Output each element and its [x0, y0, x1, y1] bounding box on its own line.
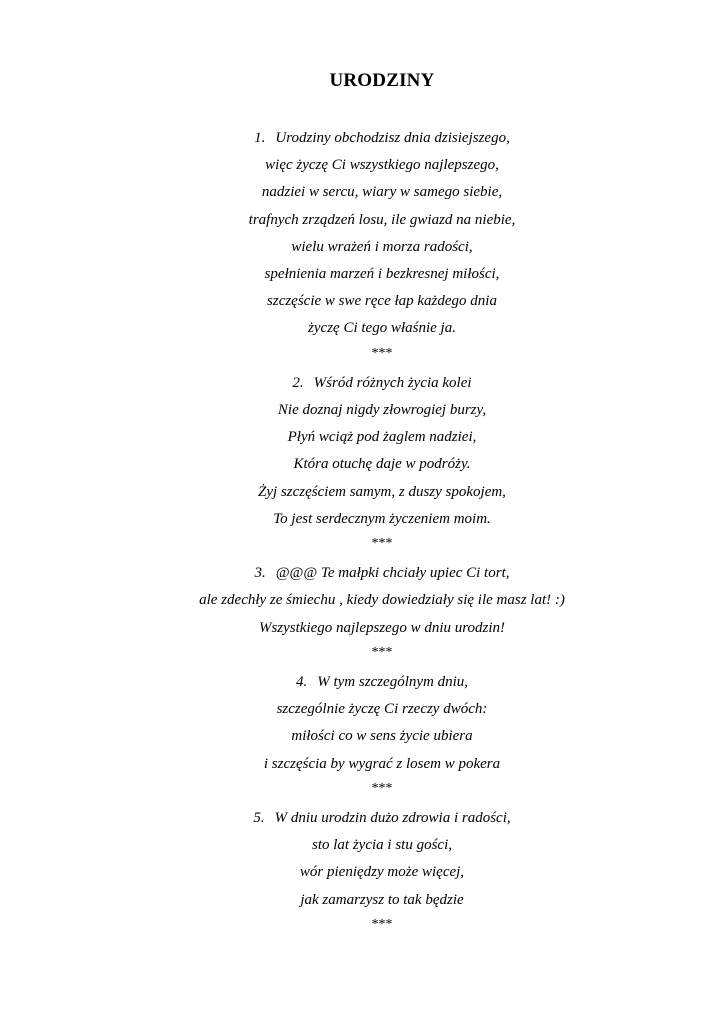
poem-line	[0, 618, 724, 638]
poem-line	[0, 400, 724, 420]
poem-line-text: więc życzę Ci wszystkiego najlepszego,	[265, 157, 499, 174]
poem-line-text: W dniu urodzin dużo zdrowia i radości,	[274, 810, 511, 826]
poem-first-line	[0, 563, 724, 583]
poem-line-text: wielu wrażeń i morza radości,	[291, 238, 473, 255]
poem-line-text: życzę Ci tego właśnie ja.	[308, 320, 456, 337]
poem-line-text: W tym szczególnym dniu,	[317, 674, 469, 690]
poem-line-text: Nie doznaj nigdy złowrogiej burzy,	[277, 402, 487, 418]
poem-separator: ***	[371, 345, 393, 361]
poem-line	[0, 182, 724, 202]
poem-line-text: Wszystkiego najlepszego w dniu urodzin!	[258, 619, 506, 636]
poem-separator: ***	[371, 916, 393, 932]
poem-line-text: trafnych zrządzeń losu, ile gwiazd na niebie,	[248, 211, 516, 228]
poem-first-line	[0, 373, 724, 393]
poem-line-text: szczególnie życzę Ci rzeczy dwóch:	[276, 701, 488, 718]
poem-line	[0, 509, 724, 529]
poem-line-text: jak zamarzysz to tak będzie	[300, 891, 464, 908]
poem-line-text: spełnienia marzeń i bezkresnej miłości,	[264, 266, 500, 282]
poem-line	[0, 835, 724, 855]
poem-line	[0, 890, 724, 910]
poem-line	[0, 291, 724, 311]
page-title: URODZINY	[329, 70, 435, 91]
poem-line-text: Żyj szczęściem samym, z duszy spokojem,	[258, 483, 506, 500]
poem-line-text: sto lat życia i stu gości,	[312, 837, 452, 854]
poem-number: 1.	[254, 130, 266, 146]
poem-line	[0, 699, 724, 719]
poem-line	[0, 427, 724, 447]
poem-line-text: Wśród różnych życia kolei	[313, 374, 472, 391]
poem-line	[0, 482, 724, 502]
poem-line	[0, 754, 724, 774]
poem-line-text: wór pieniędzy może więcej,	[299, 864, 465, 881]
poem-line-text: nadziei w sercu, wiary w samego siebie,	[261, 184, 503, 201]
poem-separator: ***	[371, 644, 393, 660]
poem-line-text: miłości co w sens życie ubiera	[291, 728, 473, 745]
poem-line	[0, 862, 724, 882]
poem-line	[0, 318, 724, 338]
poem-line	[0, 210, 724, 230]
poem-line-text: @@@ Te małpki chciały upiec Ci tort,	[275, 565, 510, 582]
poem-line-text: ale zdechły ze śmiechu , kiedy dowiedziały się ile masz lat! :)	[199, 592, 565, 609]
poem-separator: ***	[371, 780, 393, 796]
poem-line-text: Płyń wciąż pod żaglem nadziei,	[287, 429, 477, 446]
poem-line-text: i szczęścia by wygrać z losem w pokera	[263, 755, 501, 772]
poem-first-line	[0, 808, 724, 828]
poem-number: 4.	[295, 674, 308, 690]
poem-number: 2.	[292, 374, 304, 391]
poem-line	[0, 264, 724, 284]
poem-line-text: Urodziny obchodzisz dnia dzisiejszego,	[275, 130, 510, 146]
poem-first-line	[0, 672, 724, 692]
poem-line	[0, 454, 724, 474]
poem-number: 3.	[254, 565, 266, 582]
poem-line	[0, 726, 724, 746]
poem-line-text: szczęście w swe ręce łap każdego dnia	[267, 293, 497, 310]
poem-line	[0, 155, 724, 175]
poem-first-line	[0, 128, 724, 148]
poem-line-text: Która otuchę daje w podróży.	[293, 456, 471, 473]
poem-separator: ***	[371, 536, 393, 551]
poem-line	[0, 590, 724, 610]
poem-line	[0, 237, 724, 257]
poem-line-text: To jest serdecznym życzeniem moim.	[273, 510, 491, 527]
poem-number: 5.	[253, 810, 265, 826]
